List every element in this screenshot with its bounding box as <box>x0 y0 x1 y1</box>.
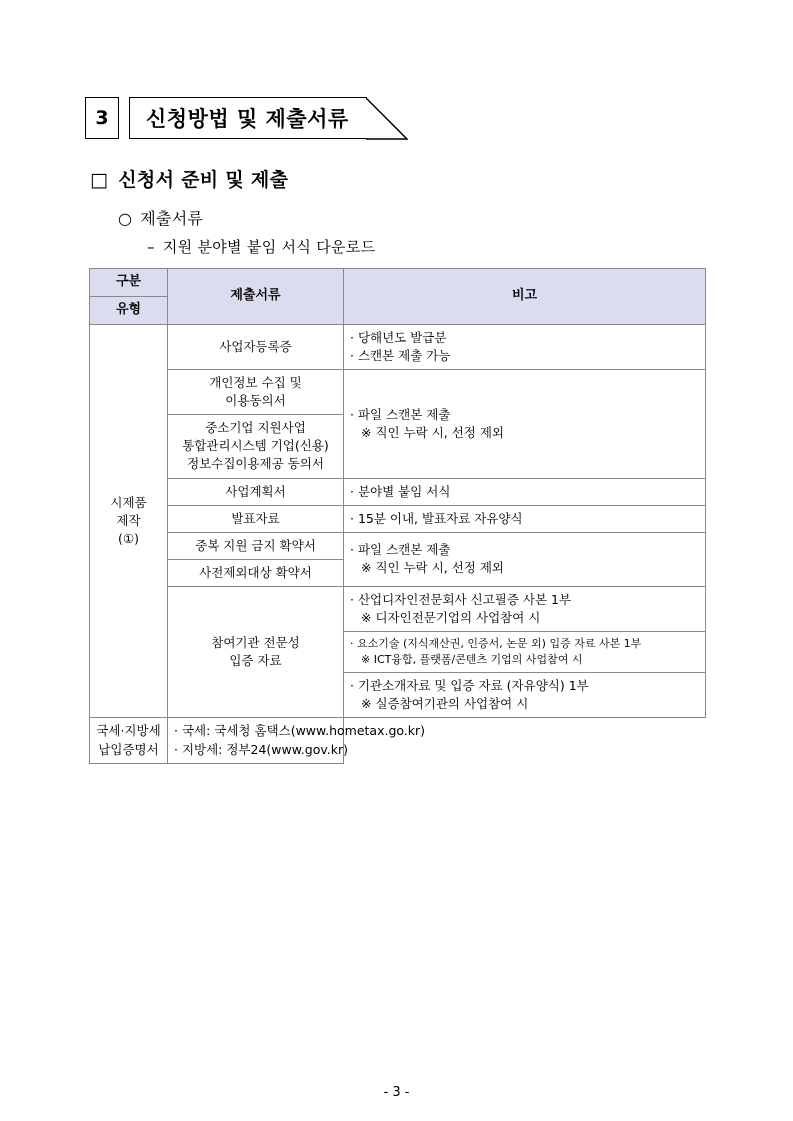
heading-dash-text: 지원 분야별 붙임 서식 다운로드 <box>162 238 376 256</box>
remarks-cell <box>344 673 706 718</box>
table-row <box>90 532 706 559</box>
remark-line: · 15분 이내, 발표자료 자유양식 <box>350 510 523 526</box>
document-name-cell <box>168 415 344 478</box>
dash-bullet-icon: – <box>147 238 155 256</box>
header-documents: 제출서류 <box>168 269 344 325</box>
document-name-line: 사업자등록증 <box>219 338 292 354</box>
document-name-line: 통합관리시스템 기업(신용) <box>182 438 329 454</box>
document-name-cell <box>168 324 344 369</box>
header-remarks: 비고 <box>344 269 706 325</box>
document-name-line: 사업계획서 <box>225 483 286 499</box>
heading-dash <box>147 236 375 257</box>
remark-line: · 파일 스캔본 제출 <box>350 542 451 558</box>
document-name-line: 참여기관 전문성 <box>211 635 300 651</box>
document-name-line: 사전제외대상 확약서 <box>199 564 312 580</box>
document-name-cell <box>168 478 344 505</box>
document-name-line: 개인정보 수집 및 <box>209 374 302 390</box>
section-title-box <box>129 97 367 139</box>
type-label-line: (①) <box>118 531 139 547</box>
remark-line: · 지방세: 정부24(www.gov.kr) <box>174 741 349 757</box>
section-title-angle-decoration <box>366 98 408 140</box>
remark-line: ※ 디자인전문기업의 사업참여 시 <box>361 610 541 626</box>
remarks-cell <box>344 632 706 673</box>
remark-line: · 요소기술 (지식재산권, 인증서, 논문 외) 입증 자료 사본 1부 <box>350 637 642 651</box>
table-row <box>90 718 706 763</box>
header-type: 유형 <box>90 296 168 324</box>
section-title: 신청방법 및 제출서류 <box>146 107 349 131</box>
remarks-cell <box>344 478 706 505</box>
remark-line: ※ 직인 누락 시, 선정 제외 <box>361 424 504 440</box>
remark-line: · 파일 스캔본 제출 <box>350 406 451 422</box>
remark-line: · 기관소개자료 및 입증 자료 (자유양식) 1부 <box>350 678 589 694</box>
document-name-line: 입증 자료 <box>229 653 282 669</box>
remarks-cell <box>344 324 706 369</box>
type-label-line: 제작 <box>116 513 141 528</box>
document-name-line: 발표자료 <box>231 510 280 526</box>
remark-line: · 스캔본 제출 가능 <box>350 347 451 363</box>
table-row <box>90 369 706 414</box>
table-row <box>90 478 706 505</box>
document-name-line: 정보수집이용제공 동의서 <box>187 456 324 472</box>
type-label-cell <box>90 324 168 718</box>
header-division: 구분 <box>90 269 168 297</box>
heading-circle-text: 제출서류 <box>140 209 204 228</box>
document-name-cell <box>168 369 344 414</box>
page-number: - 3 - <box>383 1085 410 1100</box>
section-number: 3 <box>85 97 119 139</box>
heading-square <box>90 165 288 192</box>
submission-documents-table <box>89 268 706 764</box>
square-bullet-icon: □ <box>90 169 109 191</box>
remarks-cell <box>344 505 706 532</box>
table-row <box>90 505 706 532</box>
table-row <box>90 587 706 632</box>
section-title-wrap <box>129 97 367 139</box>
document-name-line: 중소기업 지원사업 <box>205 420 306 436</box>
document-name-cell <box>168 532 344 559</box>
remarks-cell <box>168 718 426 763</box>
remark-line: · 분야별 붙임 서식 <box>350 483 451 499</box>
heading-square-text: 신청서 준비 및 제출 <box>118 169 289 191</box>
remarks-cell <box>344 532 706 586</box>
remark-line: · 당해년도 발급분 <box>350 329 447 345</box>
remark-line: ※ 실증참여기관의 사업참여 시 <box>361 696 529 712</box>
remarks-cell <box>344 369 706 478</box>
document-name-cell <box>168 587 344 718</box>
remarks-cell <box>344 587 706 632</box>
document-name-cell <box>90 718 168 763</box>
remark-line: · 산업디자인전문회사 신고필증 사본 1부 <box>350 592 572 608</box>
document-name-line: 이용동의서 <box>225 393 286 409</box>
document-name-cell <box>168 559 344 586</box>
document-name-line: 국세·지방세 <box>96 723 161 739</box>
document-name-line: 중복 지원 금지 확약서 <box>195 537 316 553</box>
remark-line: · 국세: 국세청 홈택스(www.hometax.go.kr) <box>174 723 426 739</box>
heading-circle <box>118 206 203 229</box>
type-label-line: 시제품 <box>110 494 147 510</box>
table-row <box>90 324 706 369</box>
remark-line: ※ ICT융합, 플랫폼/콘텐츠 기업의 사업참여 시 <box>361 653 583 667</box>
document-name-line: 납입증명서 <box>98 741 159 757</box>
remark-line: ※ 직인 누락 시, 선정 제외 <box>361 560 504 576</box>
circle-bullet-icon: ○ <box>118 209 133 228</box>
table-header-row-1 <box>90 269 706 297</box>
section-header <box>85 97 367 139</box>
document-name-cell <box>168 505 344 532</box>
